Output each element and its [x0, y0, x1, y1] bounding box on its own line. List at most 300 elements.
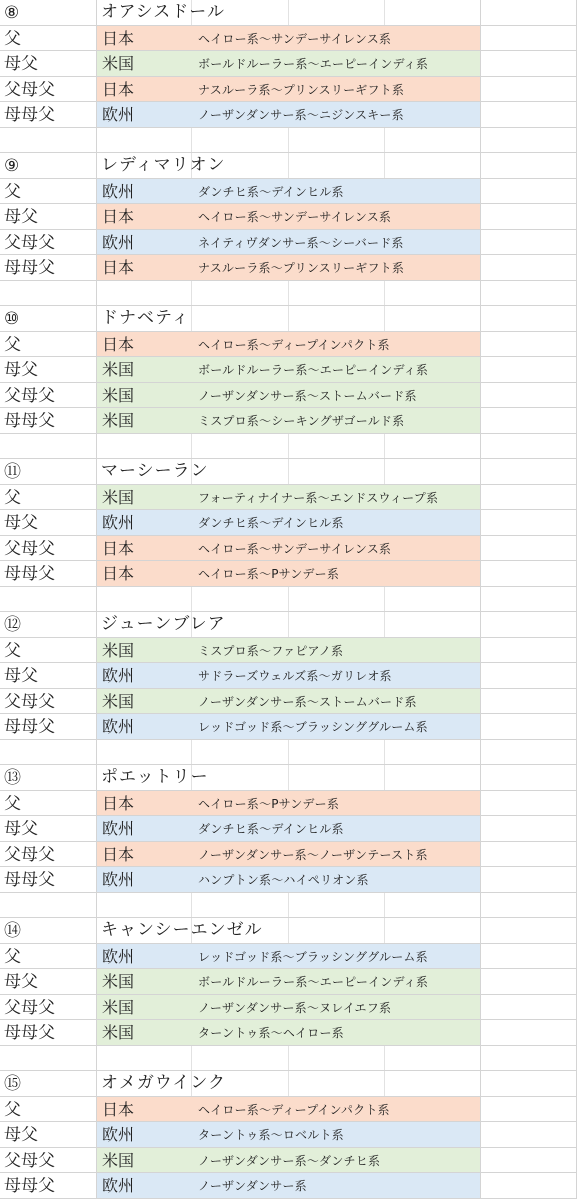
relation-label: 母母父 [4, 1176, 55, 1196]
pedigree-row [0, 77, 577, 103]
cell-empty[interactable] [481, 918, 577, 944]
sire-line-text: ノーザンダンサー系〜ヌレイエフ系 [198, 1000, 392, 1015]
cell-relation[interactable] [0, 51, 97, 77]
cell-relation[interactable] [0, 612, 97, 638]
grid-line [384, 612, 385, 637]
horse-header-row [0, 765, 577, 791]
relation-label: 母父 [4, 54, 38, 74]
cell-detail[interactable] [97, 128, 481, 154]
cell-relation[interactable] [0, 969, 97, 995]
cell-detail[interactable] [97, 867, 481, 893]
cell-detail[interactable] [97, 1148, 481, 1174]
cell-empty[interactable] [481, 485, 577, 511]
pedigree-row [0, 867, 577, 893]
cell-empty[interactable] [481, 944, 577, 970]
pedigree-row [0, 383, 577, 409]
cell-relation[interactable] [0, 1148, 97, 1174]
cell-empty[interactable] [481, 306, 577, 332]
grid-line [288, 0, 289, 25]
cell-empty[interactable] [481, 281, 577, 307]
cell-empty[interactable] [481, 1020, 577, 1046]
pedigree-row [0, 332, 577, 358]
region-label: 欧州 [102, 666, 135, 685]
sire-line-text: ターントゥ系〜ロベルト系 [198, 1128, 344, 1142]
relation-label: 父 [4, 1099, 21, 1120]
cell-detail[interactable] [97, 1071, 481, 1097]
horse-name: オアシスドール [101, 2, 225, 22]
cell-empty[interactable] [481, 893, 577, 919]
cell-relation[interactable] [0, 434, 97, 460]
pedigree-row [0, 26, 577, 52]
cell-detail[interactable] [97, 714, 481, 740]
grid-line [384, 918, 385, 943]
cell-detail[interactable] [97, 944, 481, 970]
region-label: 日本 [102, 79, 135, 99]
sire-line-text: フォーティナイナー系〜エンドスウィープ系 [198, 490, 439, 505]
cell-relation[interactable] [0, 587, 97, 613]
sire-line-text: ネイティヴダンサー系〜シーバード系 [198, 235, 404, 250]
spacer-row [0, 893, 577, 919]
sire-line-text: ノーザンダンサー系〜ダンチヒ系 [198, 1153, 381, 1168]
pedigree-row [0, 689, 577, 715]
grid-line [288, 281, 289, 306]
cell-relation[interactable] [0, 383, 97, 409]
pedigree-row [0, 408, 577, 434]
relation-label: 母母父 [4, 1023, 55, 1043]
cell-empty[interactable] [481, 1173, 577, 1199]
cell-empty[interactable] [481, 26, 577, 52]
sire-line-text: ボールドルーラー系〜エーピーインディ系 [198, 363, 429, 377]
relation-label: 父母父 [4, 997, 55, 1018]
cell-detail[interactable] [97, 281, 481, 307]
sire-line-text: ミスプロ系〜ファピアノ系 [198, 643, 344, 658]
cell-relation[interactable] [0, 816, 97, 842]
grid-line [191, 587, 192, 612]
pedigree-row [0, 179, 577, 205]
horse-name: ドナベティ [101, 308, 190, 328]
cell-empty[interactable] [481, 1046, 577, 1072]
relation-label: 父 [4, 793, 21, 814]
region-label: 欧州 [102, 870, 135, 889]
region-label: 日本 [102, 564, 135, 583]
pedigree-row [0, 1097, 577, 1123]
spacer-row [0, 128, 577, 154]
cell-relation[interactable] [0, 1020, 97, 1046]
relation-label: 母父 [4, 666, 38, 686]
cell-detail[interactable] [97, 26, 481, 52]
cell-detail[interactable] [97, 638, 481, 664]
cell-empty[interactable] [481, 1071, 577, 1097]
cell-empty[interactable] [481, 51, 577, 77]
cell-detail[interactable] [97, 459, 481, 485]
relation-label: 母父 [4, 513, 38, 533]
cell-relation[interactable] [0, 255, 97, 281]
sire-line-text: ボールドルーラー系〜エーピーインディ系 [198, 975, 429, 989]
horse-header-row [0, 918, 577, 944]
grid-line [384, 128, 385, 153]
relation-label: 父 [4, 28, 21, 49]
cell-empty[interactable] [481, 510, 577, 536]
horse-name: レディマリオン [101, 155, 226, 175]
cell-relation[interactable] [0, 918, 97, 944]
cell-relation[interactable] [0, 893, 97, 919]
grid-line [288, 918, 289, 943]
cell-empty[interactable] [481, 1122, 577, 1148]
cell-relation[interactable] [0, 1173, 97, 1199]
pedigree-row [0, 1020, 577, 1046]
cell-relation[interactable] [0, 230, 97, 256]
cell-detail[interactable] [97, 612, 481, 638]
cell-relation[interactable] [0, 842, 97, 868]
cell-empty[interactable] [481, 357, 577, 383]
cell-empty[interactable] [481, 663, 577, 689]
relation-label: 母母父 [4, 411, 55, 431]
grid-line [288, 306, 289, 331]
cell-relation[interactable] [0, 1071, 97, 1097]
grid-line [384, 893, 385, 918]
pedigree-row [0, 204, 577, 230]
sire-line-text: ボールドルーラー系〜エーピーインディ系 [198, 57, 429, 71]
relation-label: 父母父 [4, 844, 55, 865]
cell-empty[interactable] [481, 434, 577, 460]
cell-detail[interactable] [97, 740, 481, 766]
cell-relation[interactable] [0, 1122, 97, 1148]
pedigree-row [0, 561, 577, 587]
cell-empty[interactable] [481, 459, 577, 485]
cell-empty[interactable] [481, 816, 577, 842]
cell-relation[interactable] [0, 663, 97, 689]
region-label: 米国 [102, 411, 135, 430]
grid-line [288, 740, 289, 765]
cell-detail[interactable] [97, 77, 481, 103]
cell-empty[interactable] [481, 842, 577, 868]
cell-relation[interactable] [0, 536, 97, 562]
grid-line [191, 893, 192, 918]
sire-line-text: ナスルーラ系〜プリンスリーギフト系 [198, 82, 405, 97]
region-label: 欧州 [102, 1176, 135, 1195]
cell-empty[interactable] [481, 689, 577, 715]
cell-detail[interactable] [97, 153, 481, 179]
cell-detail[interactable] [97, 0, 481, 26]
pedigree-row [0, 1173, 577, 1199]
cell-detail[interactable] [97, 893, 481, 919]
cell-empty[interactable] [481, 536, 577, 562]
sire-line-text: ヘイロー系〜サンデーサイレンス系 [198, 31, 392, 46]
grid-line [191, 1046, 192, 1071]
region-label: 欧州 [102, 105, 135, 124]
horse-number: ⑫ [4, 615, 21, 635]
grid-line [384, 587, 385, 612]
cell-detail[interactable] [97, 230, 481, 256]
cell-detail[interactable] [97, 306, 481, 332]
sire-line-text: ダンチヒ系〜デインヒル系 [198, 822, 344, 836]
cell-relation[interactable] [0, 77, 97, 103]
cell-empty[interactable] [481, 383, 577, 409]
relation-label: 父 [4, 487, 21, 508]
pedigree-row [0, 663, 577, 689]
relation-label: 母母父 [4, 105, 55, 125]
relation-label: 父 [4, 181, 21, 202]
cell-relation[interactable] [0, 740, 97, 766]
grid-line [384, 153, 385, 178]
horse-name: オメガウインク [101, 1073, 226, 1093]
grid-line [191, 306, 192, 331]
cell-relation[interactable] [0, 0, 97, 26]
horse-number: ⑪ [4, 462, 21, 482]
relation-label: 父母父 [4, 691, 55, 712]
cell-relation[interactable] [0, 561, 97, 587]
relation-label: 父 [4, 946, 21, 967]
grid-line [384, 0, 385, 25]
grid-line [191, 740, 192, 765]
cell-empty[interactable] [481, 179, 577, 205]
sire-line-text: ハンプトン系〜ハイペリオン系 [198, 873, 369, 887]
horse-number: ⑮ [4, 1074, 21, 1094]
cell-relation[interactable] [0, 459, 97, 485]
pedigree-row [0, 255, 577, 281]
cell-detail[interactable] [97, 969, 481, 995]
cell-relation[interactable] [0, 204, 97, 230]
cell-relation[interactable] [0, 128, 97, 154]
cell-detail[interactable] [97, 587, 481, 613]
region-label: 日本 [102, 793, 135, 813]
cell-empty[interactable] [481, 1148, 577, 1174]
grid-line [191, 128, 192, 153]
cell-detail[interactable] [97, 536, 481, 562]
region-label: 米国 [102, 487, 135, 507]
pedigree-row [0, 944, 577, 970]
grid-line [384, 765, 385, 790]
cell-empty[interactable] [481, 612, 577, 638]
grid-line [288, 128, 289, 153]
pedigree-row [0, 230, 577, 256]
horse-name: マーシーラン [101, 461, 209, 481]
grid-line [384, 434, 385, 459]
spacer-row [0, 281, 577, 307]
cell-empty[interactable] [481, 332, 577, 358]
spacer-row [0, 1046, 577, 1072]
region-label: 日本 [102, 538, 135, 558]
cell-detail[interactable] [97, 485, 481, 511]
cell-detail[interactable] [97, 689, 481, 715]
region-label: 日本 [102, 28, 135, 48]
sire-line-text: ミスプロ系〜シーキングザゴールド系 [198, 414, 405, 428]
pedigree-row [0, 357, 577, 383]
cell-empty[interactable] [481, 765, 577, 791]
cell-empty[interactable] [481, 791, 577, 817]
region-label: 米国 [102, 360, 135, 379]
cell-relation[interactable] [0, 1046, 97, 1072]
region-label: 欧州 [102, 946, 135, 966]
cell-detail[interactable] [97, 179, 481, 205]
cell-detail[interactable] [97, 765, 481, 791]
cell-detail[interactable] [97, 383, 481, 409]
region-label: 米国 [102, 972, 135, 991]
region-label: 欧州 [102, 819, 135, 838]
relation-label: 母母父 [4, 717, 55, 737]
horse-header-row [0, 0, 577, 26]
grid-line [288, 459, 289, 484]
cell-detail[interactable] [97, 842, 481, 868]
cell-detail[interactable] [97, 791, 481, 817]
cell-relation[interactable] [0, 995, 97, 1021]
pedigree-row [0, 1148, 577, 1174]
cell-relation[interactable] [0, 179, 97, 205]
cell-detail[interactable] [97, 255, 481, 281]
region-label: 米国 [102, 640, 135, 660]
grid-line [288, 587, 289, 612]
sire-line-text: ノーザンダンサー系〜ストームバード系 [198, 694, 417, 709]
relation-label: 母母父 [4, 870, 55, 890]
cell-empty[interactable] [481, 867, 577, 893]
region-label: 米国 [102, 691, 135, 711]
region-label: 米国 [102, 1150, 135, 1170]
cell-empty[interactable] [481, 638, 577, 664]
cell-detail[interactable] [97, 1020, 481, 1046]
region-label: 米国 [102, 1023, 135, 1042]
cell-empty[interactable] [481, 1097, 577, 1123]
sire-line-text: サドラーズウェルズ系〜ガリレオ系 [198, 669, 392, 683]
sire-line-text: ノーザンダンサー系〜ノーザンテースト系 [198, 847, 428, 862]
cell-empty[interactable] [481, 255, 577, 281]
relation-label: 父母父 [4, 538, 55, 559]
horse-header-row [0, 1071, 577, 1097]
relation-label: 父 [4, 640, 21, 661]
sire-line-text: ダンチヒ系〜デインヒル系 [198, 516, 344, 530]
cell-empty[interactable] [481, 128, 577, 154]
sire-line-text: ヘイロー系〜ディープインパクト系 [198, 1102, 390, 1117]
cell-relation[interactable] [0, 485, 97, 511]
sire-line-text: ヘイロー系〜サンデーサイレンス系 [198, 210, 392, 224]
cell-relation[interactable] [0, 867, 97, 893]
cell-detail[interactable] [97, 51, 481, 77]
cell-empty[interactable] [481, 969, 577, 995]
cell-detail[interactable] [97, 332, 481, 358]
sire-line-text: ノーザンダンサー系〜ニジンスキー系 [198, 108, 404, 122]
cell-relation[interactable] [0, 281, 97, 307]
cell-empty[interactable] [481, 0, 577, 26]
relation-label: 父 [4, 334, 21, 355]
relation-label: 父母父 [4, 1150, 55, 1171]
sire-line-text: ナスルーラ系〜プリンスリーギフト系 [198, 261, 405, 275]
cell-detail[interactable] [97, 434, 481, 460]
cell-relation[interactable] [0, 510, 97, 536]
cell-empty[interactable] [481, 714, 577, 740]
cell-empty[interactable] [481, 587, 577, 613]
relation-label: 母父 [4, 819, 38, 839]
cell-relation[interactable] [0, 1097, 97, 1123]
horse-name: ジューンブレア [101, 614, 226, 634]
horse-number: ⑭ [4, 921, 21, 941]
grid-line [384, 459, 385, 484]
cell-relation[interactable] [0, 944, 97, 970]
pedigree-row [0, 842, 577, 868]
pedigree-row [0, 102, 577, 128]
sire-line-text: ヘイロー系〜サンデーサイレンス系 [198, 541, 392, 556]
region-label: 日本 [102, 207, 135, 226]
cell-empty[interactable] [481, 230, 577, 256]
cell-relation[interactable] [0, 408, 97, 434]
region-label: 欧州 [102, 181, 135, 201]
horse-header-row [0, 612, 577, 638]
cell-detail[interactable] [97, 918, 481, 944]
cell-relation[interactable] [0, 306, 97, 332]
horse-name: キャンシーエンゼル [101, 920, 263, 940]
cell-relation[interactable] [0, 332, 97, 358]
horse-number: ⑩ [4, 309, 20, 329]
cell-empty[interactable] [481, 561, 577, 587]
relation-label: 母母父 [4, 258, 55, 278]
horse-number: ⑬ [4, 768, 21, 788]
cell-empty[interactable] [481, 102, 577, 128]
grid-line [191, 281, 192, 306]
cell-detail[interactable] [97, 204, 481, 230]
cell-detail[interactable] [97, 102, 481, 128]
pedigree-row [0, 510, 577, 536]
cell-relation[interactable] [0, 102, 97, 128]
cell-detail[interactable] [97, 663, 481, 689]
sire-line-text: ダンチヒ系〜デインヒル系 [198, 184, 344, 199]
cell-relation[interactable] [0, 689, 97, 715]
sire-line-text: ヘイロー系〜Pサンデー系 [198, 567, 340, 581]
cell-empty[interactable] [481, 77, 577, 103]
spacer-row [0, 740, 577, 766]
cell-detail[interactable] [97, 1173, 481, 1199]
cell-empty[interactable] [481, 740, 577, 766]
cell-detail[interactable] [97, 1046, 481, 1072]
cell-detail[interactable] [97, 995, 481, 1021]
grid-line [191, 434, 192, 459]
region-label: 日本 [102, 1099, 135, 1119]
cell-relation[interactable] [0, 638, 97, 664]
cell-detail[interactable] [97, 357, 481, 383]
cell-empty[interactable] [481, 995, 577, 1021]
sire-line-text: ターントゥ系〜ヘイロー系 [198, 1026, 344, 1040]
cell-relation[interactable] [0, 765, 97, 791]
cell-relation[interactable] [0, 791, 97, 817]
cell-detail[interactable] [97, 816, 481, 842]
spacer-row [0, 434, 577, 460]
cell-detail[interactable] [97, 1097, 481, 1123]
cell-detail[interactable] [97, 1122, 481, 1148]
region-label: 米国 [102, 385, 135, 405]
grid-line [384, 1046, 385, 1071]
grid-line [384, 740, 385, 765]
cell-empty[interactable] [481, 204, 577, 230]
cell-detail[interactable] [97, 510, 481, 536]
relation-label: 母父 [4, 972, 38, 992]
cell-relation[interactable] [0, 26, 97, 52]
cell-empty[interactable] [481, 153, 577, 179]
grid-line [288, 153, 289, 178]
grid-line [288, 1071, 289, 1096]
cell-relation[interactable] [0, 357, 97, 383]
cell-detail[interactable] [97, 561, 481, 587]
pedigree-row [0, 995, 577, 1021]
cell-relation[interactable] [0, 714, 97, 740]
pedigree-row [0, 51, 577, 77]
region-label: 欧州 [102, 232, 135, 252]
cell-relation[interactable] [0, 153, 97, 179]
relation-label: 父母父 [4, 385, 55, 406]
sire-line-text: レッドゴッド系〜ブラッシンググルーム系 [198, 720, 428, 734]
cell-empty[interactable] [481, 408, 577, 434]
pedigree-row [0, 638, 577, 664]
region-label: 欧州 [102, 513, 135, 532]
cell-detail[interactable] [97, 408, 481, 434]
horse-header-row [0, 459, 577, 485]
pedigree-row [0, 536, 577, 562]
